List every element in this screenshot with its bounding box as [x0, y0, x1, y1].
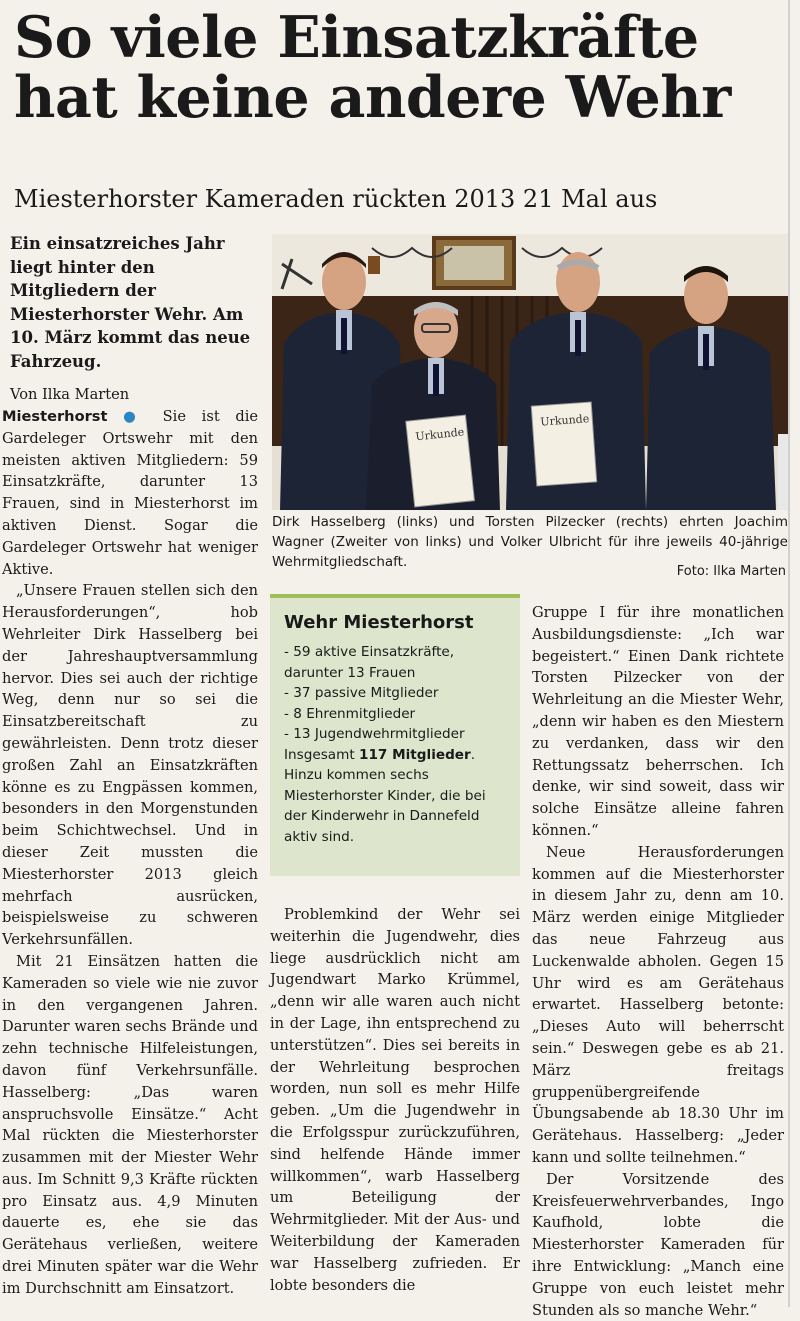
headline — [14, 4, 794, 131]
subheadline: Miesterhorster Kameraden rückten 2013 21 Mal aus — [14, 185, 658, 213]
article-column-3 — [532, 602, 784, 1321]
info-box-total-value: 117 Mitglieder — [359, 746, 471, 763]
dateline: Miesterhorst — [2, 408, 108, 425]
article-paragraph: Der Vorsitzende des Kreisfeuerwehrverbandes, Ingo Kaufhold, lobte die Miesterhorster Kameraden für ihre Entwicklung: „Manch eine Gruppe von euch leistet mehr Stunden als so manche Wehr.“ — [532, 1170, 784, 1319]
info-box — [270, 594, 520, 876]
column-rule — [788, 0, 790, 1307]
article-paragraph: Gruppe I für ihre monatlichen Ausbildungsdienste: „Ich war begeistert.“ Einen Dank richtete Torsten Pilzecker von der Wehrleitung an die Miester Wehr, „denn wir haben es den Miestern zu verdanken, dass wir den Rettungssatz beherrschen. Ich denke, wir sind soweit, dass wir solche Einsätze alleine fahren können.“ — [532, 604, 784, 839]
svg-text:Urkunde: Urkunde — [414, 425, 465, 444]
article-column-1 — [2, 406, 258, 1300]
paragraph-text: Sie ist die Gardeleger Ortswehr mit den meisten aktiven Mitgliedern: 59 Einsatzkräfte, darunter 13 Frauen, sind in Miesterhorst im aktiven Dienst. Sogar die Gardeleger Ortswehr hat weniger Aktive. — [2, 408, 259, 578]
article-paragraph: Mit 21 Einsätzen hatten die Kameraden so viele wie nie zuvor in den vergangenen Jahren. Darunter waren sechs Brände und zehn technische Hilfeleistungen, davon fünf Verkehrsunfälle. Hasselberg: „Das waren anspruchsvolle Einsätze.“ Acht Mal rückten die Miesterhorster zusammen mit der Miester Wehr aus. Im Schnitt 9,3 Kräfte rückten pro Einsatz aus. 4,9 Minuten dauerte es, ehe sie das Gerätehaus verließen, weitere drei Minuten später war die Wehr im Durchschnitt am Einsatzort. — [2, 952, 258, 1297]
article-column-2 — [270, 904, 520, 1296]
article-paragraph — [2, 406, 258, 580]
headline-line-2: hat keine andere Wehr — [14, 64, 731, 131]
article-paragraph: Problemkind der Wehr sei weiterhin die Jugendwehr, dies liege ausdrücklich nicht am Jugendwart Marko Krümmel, „denn wir alle waren auch nicht in der Lage, ihn entsprechend zu unterstützen“. Dies sei bereits in der Wehrleitung besprochen worden, nun soll es mehr Hilfe geben. „Um die Jugendwehr in die Erfolgsspur zurückzuführen, sind helfende Hände immer willkommen“, warb Hasselberg um Beteiligung der Wehrmitglieder. Mit der Aus- und Weiterbildung der Kameraden war Hasselberg zufrieden. Er lobte besonders die — [270, 906, 520, 1294]
info-box-item: - 37 passive Mitglieder — [284, 685, 439, 701]
article-photo — [272, 234, 788, 510]
photo-caption: Dirk Hasselberg (links) und Torsten Pilzecker (rechts) ehrten Joachim Wagner (Zweiter von links) und Volker Ulbricht für ihre jeweils 40-jährige Wehrmitgliedschaft. — [272, 514, 788, 570]
article-paragraph: Neue Herausforderungen kommen auf die Miesterhorster in diesem Jahr zu, denn am 10. März werden einige Mitglieder das neue Fahrzeug aus Luckenwalde abholen. Gegen 15 Uhr wird es am Gerätehaus erwartet. Hasselberg betonte: „Dieses Auto will beherrscht sein.“ Deswegen gebe es ab 21. März freitags gruppenübergreifende Übungsabende ab 18.30 Uhr im Gerätehaus. Hasselberg: „Jeder kann und sollte teilnehmen.“ — [532, 843, 784, 1166]
author-byline: Von Ilka Marten — [10, 386, 130, 403]
info-box-item: - 8 Ehrenmitglieder — [284, 705, 416, 722]
info-box-item: - 59 aktive Einsatzkräfte, darunter 13 Frauen — [284, 644, 455, 681]
svg-text:Urkunde: Urkunde — [539, 412, 590, 429]
info-box-list — [284, 642, 510, 745]
dateline-dot-icon: ● — [123, 408, 147, 425]
info-box-item: - 13 Jugendwehrmitglieder — [284, 726, 465, 742]
info-box-total: Insgesamt 117 Mitglieder. Hinzu kommen sechs Miesterhorster Kinder, die bei der Kinderwehr in Dannefeld aktiv sind. — [284, 746, 486, 845]
photo-credit: Foto: Ilka Marten — [676, 564, 786, 579]
info-box-title: Wehr Miesterhorst — [284, 612, 474, 633]
article-paragraph: „Unsere Frauen stellen sich den Herausforderungen“, hob Wehrleiter Dirk Hasselberg bei der Jahreshauptversammlung hervor. Dies sei auch der richtige Weg, denn nur so sei die Einsatzbereitschaft zu gewährleisten. Denn trotz dieser großen Zahl an Einsatzkräften könne es zu Engpässen kommen, besonders in den Morgenstunden beim Schichtwechsel. Und in dieser Zeit mussten die Miesterhorster 2013 gleich mehrfach ausrücken, beispielsweise zu schweren Verkehrsunfällen. — [2, 582, 258, 949]
photo-firefighters-image — [272, 234, 788, 510]
headline-line-1: So viele Einsatzkräfte — [14, 4, 699, 71]
lead-paragraph: Ein einsatzreiches Jahr liegt hinter den Mitgliedern der Miesterhorster Wehr. Am 10. März kommt das neue Fahrzeug. — [10, 234, 251, 371]
